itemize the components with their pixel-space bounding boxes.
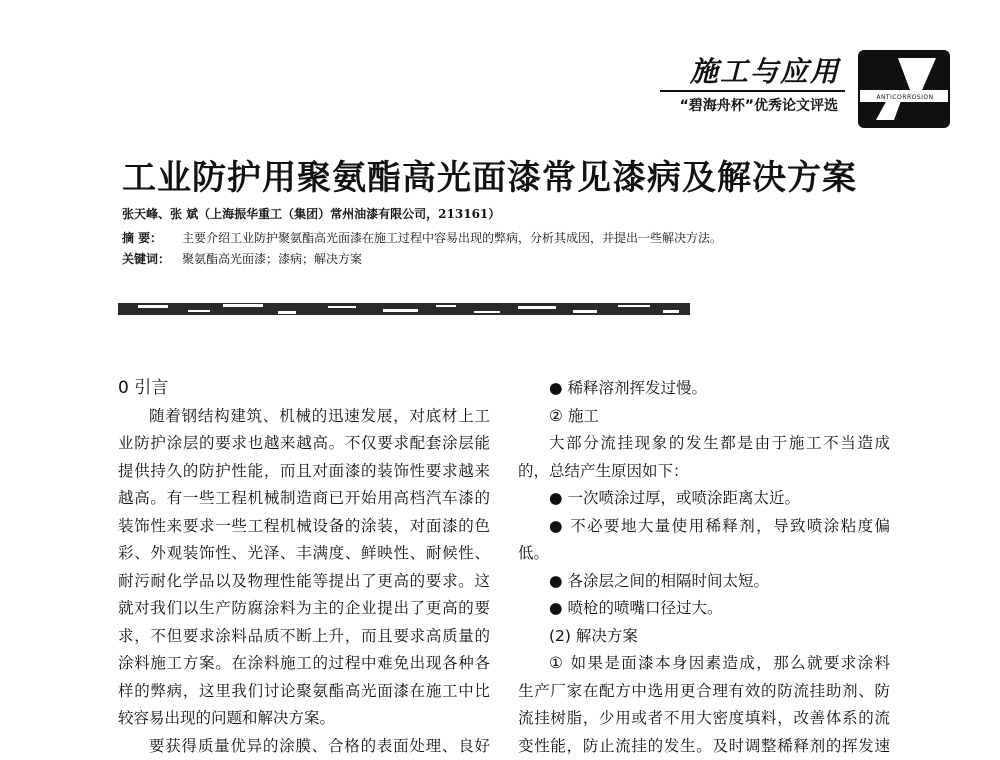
logo-mark-icon [858,50,950,128]
paragraph-line: ① 如果是面漆本身因素造成，那么就要求涂料 [549,654,890,672]
paragraph-line: 越高。有一些工程机械制造商已开始用高档汽车漆的 [118,489,490,507]
article-title: 工业防护用聚氨酯高光面漆常见漆病及解决方案 [122,158,857,198]
abstract-text: 主要介绍工业防护聚氨酯高光面漆在施工过程中容易出现的弊病，分析其成因，并提出一些解决方法。 [182,231,723,245]
section-title: 施工与应用 [689,55,840,88]
subheading-construction: ② 施工 [549,406,599,425]
paragraph-line: 涂料施工方案。在涂料施工的过程中难免出现各种各 [118,654,490,672]
paragraph-line: 业防护涂层的要求也越来越高。不仅要求配套涂层能 [118,434,490,452]
keywords-label: 关键词： [122,252,171,266]
keywords [122,250,362,267]
bullet-item: ● 一次喷涂过厚，或喷涂距离太近。 [549,489,800,507]
logo-text: ANTICORROSION [876,94,934,101]
paragraph-line: 流挂树脂，少用或者不用大密度填料，改善体系的流 [518,709,890,727]
paragraph-line: 求，不但要求涂料品质不断上升，而且要求高质量的 [118,626,490,645]
paragraph-line: 的，总结产生原因如下： [518,461,689,480]
paragraph-line: 随着钢结构建筑、机械的迅速发展，对底材上工 [149,406,490,425]
left-column [118,375,490,760]
paragraph-line: 大部分流挂现象的发生都是由于施工不当造成 [549,434,890,452]
paragraph-line: 较容易出现的问题和解决方案。 [118,709,336,727]
journal-header [600,50,1000,130]
paragraph-line: 装饰性来要求一些工程机械设备的涂装，对面漆的色 [118,516,490,535]
bullet-item: ● 不必要地大量使用稀释剂，导致喷涂粘度偏 [549,516,890,535]
anticorrosion-logo [858,50,950,128]
bullet-item: ● 各涂层之间的相隔时间太短。 [549,571,769,590]
scan-noise-band [118,302,690,316]
article-authors: 张天峰、张 斌（上海振华重工（集团）常州油漆有限公司，213161） [122,207,501,221]
paragraph-line: 样的弊病，这里我们讨论聚氨酯高光面漆在施工中比 [118,681,490,700]
paragraph-line: 耐污耐化学品以及物理性能等提出了更高的要求。这 [118,571,490,590]
paragraph-line: 变性能，防止流挂的发生。及时调整稀释剂的挥发速 [518,736,890,755]
subheading-solution: (2) 解决方案 [549,626,638,645]
bullet-item: ● 稀释溶剂挥发过慢。 [549,379,707,397]
header-rule [660,90,845,92]
bullet-item-continuation: 低。 [518,544,550,562]
keywords-text: 聚氨酯高光面漆；漆病；解决方案 [182,252,363,266]
paragraph-line: 要获得质量优异的涂膜、合格的表面处理、良好 [149,736,490,755]
contest-subtitle: “碧海舟杯”优秀论文评选 [679,98,838,114]
paragraph-line: 生产厂家在配方中选用更合理有效的防流挂助剂、防 [518,681,890,700]
paragraph-line: 提供持久的防护性能，而且对面漆的装饰性要求越来 [118,461,490,480]
right-column [518,375,890,760]
section-heading-introduction: 0 引言 [118,378,169,398]
bullet-item: ● 喷枪的喷嘴口径过大。 [549,599,723,617]
abstract [122,229,722,246]
abstract-label: 摘 要： [122,231,163,245]
paragraph-line: 就对我们以生产防腐涂料为主的企业提出了更高的要 [118,599,490,617]
paragraph-line: 彩、外观装饰性、光泽、丰满度、鲜映性、耐候性、 [118,544,490,562]
